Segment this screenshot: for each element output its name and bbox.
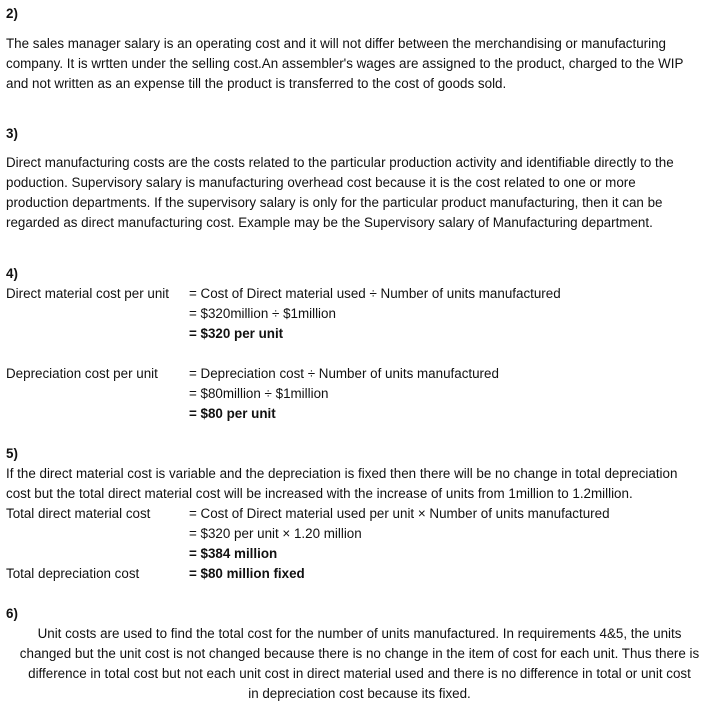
section-6-line-2: changed but the unit cost is not changed because there is no change in the item of cost for each unit. Thus there is <box>19 646 700 661</box>
section-6-line-4: in depreciation cost because its fixed. <box>248 686 471 701</box>
total-direct-material-result: = $384 million <box>189 546 278 561</box>
section-6-heading: 6) <box>6 606 18 621</box>
direct-material-equation-2: = $320million ÷ $1million <box>189 306 336 321</box>
section-3-line-1: Direct manufacturing costs are the costs related to the particular production activity and identifiable directly to the <box>6 155 674 170</box>
section-6-line-3: difference in total cost but not each unit cost in direct material used and there is no difference in total or unit cost <box>28 666 691 681</box>
depreciation-label: Depreciation cost per unit <box>6 366 158 381</box>
section-2-line-2: company. It is wrtten under the selling cost.An assembler's wages are assigned to the product, charged to the WIP <box>6 56 684 71</box>
section-6-line-1: Unit costs are used to find the total cost for the number of units manufactured. In requirements 4&5, the units <box>37 626 682 641</box>
section-3-heading: 3) <box>6 126 18 141</box>
total-direct-material-equation-2: = $320 per unit × 1.20 million <box>189 526 362 541</box>
total-depreciation-result: = $80 million fixed <box>189 566 305 581</box>
section-5-line-1: If the direct material cost is variable and the depreciation is fixed then there will be no change in total depreciation <box>6 466 678 481</box>
total-direct-material-label: Total direct material cost <box>6 506 151 521</box>
section-3-line-2: poduction. Supervisory salary is manufacturing overhead cost because it is the cost related to one or more <box>6 175 636 190</box>
direct-material-equation-1: = Cost of Direct material used ÷ Number of units manufactured <box>189 286 561 301</box>
section-2-heading: 2) <box>6 6 18 21</box>
depreciation-equation-1: = Depreciation cost ÷ Number of units manufactured <box>189 366 499 381</box>
section-5-heading: 5) <box>6 446 18 461</box>
depreciation-equation-2: = $80million ÷ $1million <box>189 386 329 401</box>
section-3-line-3: production departments. If the supervisory salary is only for the particular product manufacturing, then it can be <box>6 195 663 210</box>
total-depreciation-label: Total depreciation cost <box>6 566 140 581</box>
section-2-line-1: The sales manager salary is an operating cost and it will not differ between the merchandising or manufacturing <box>6 36 666 51</box>
section-3-line-4: regarded as direct manufacturing cost. Example may be the Supervisory salary of Manufacturing department. <box>6 215 653 230</box>
depreciation-result: = $80 per unit <box>189 406 276 421</box>
section-2-line-3: and not written as an expense till the product is transferred to the cost of goods sold. <box>6 76 507 91</box>
section-5-line-2: cost but the total direct material cost will be increased with the increase of units from 1million to 1.2million. <box>6 486 633 501</box>
direct-material-result: = $320 per unit <box>189 326 284 341</box>
total-direct-material-equation-1: = Cost of Direct material used per unit × Number of units manufactured <box>189 506 610 521</box>
section-4-heading: 4) <box>6 266 18 281</box>
direct-material-label: Direct material cost per unit <box>6 286 169 301</box>
